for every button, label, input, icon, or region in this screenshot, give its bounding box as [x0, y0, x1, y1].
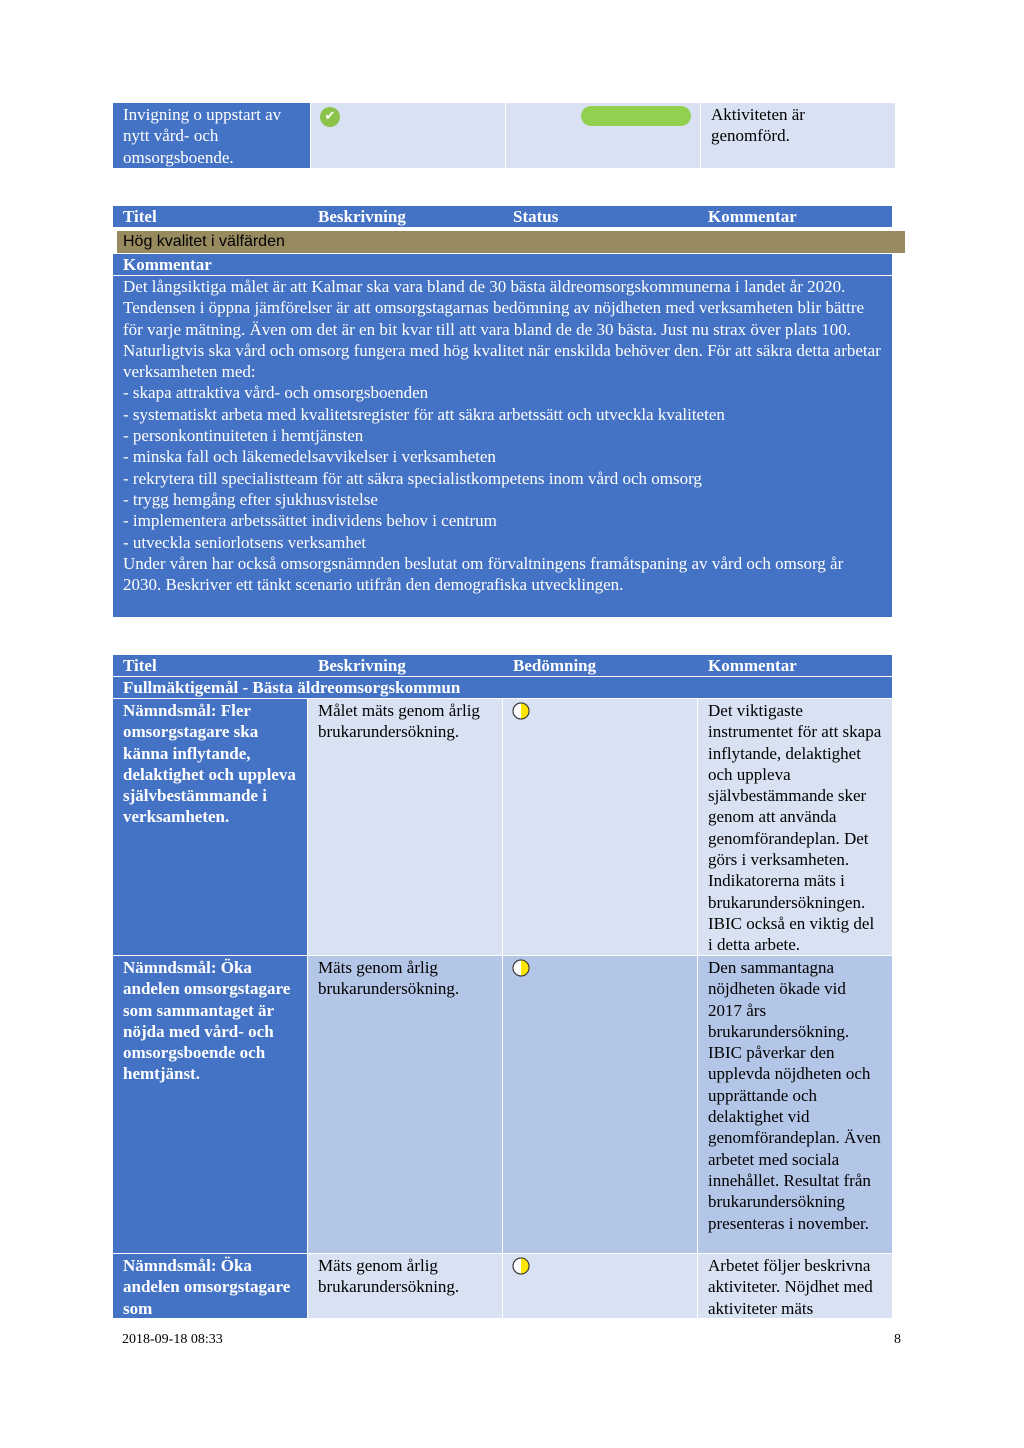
goal-comment: Arbetet följer beskrivna aktiviteter. Nöjdhet med aktiviteter mäts [708, 1256, 873, 1318]
comment-list-item: - systematiskt arbeta med kvalitetsregister för att säkra arbetssätt och utveckla kvaliteten [123, 404, 725, 424]
footer-page-number: 8 [894, 1332, 901, 1347]
goal-description-cell [308, 1254, 502, 1318]
goal-assessment-cell [503, 1254, 697, 1318]
table2-header-row [113, 655, 892, 676]
table1-header-title: Titel [123, 207, 157, 226]
goal-assessment-cell [503, 956, 697, 1253]
goal-title: Nämndsmål: Fler omsorgstagare ska känna inflytande, delaktighet och uppleva självbestämmande i verksamheten. [123, 701, 296, 827]
comment-paragraph: Under våren har också omsorgsnämnden beslutat om förvaltningens framåtspaning av vård och omsorg år 2030. Beskriver ett tänkt scenario utifrån den demografiska utvecklingen. [123, 553, 844, 595]
goal-title-cell [113, 699, 307, 955]
half-moon-icon [512, 959, 530, 977]
checkmark-icon: ✔ [320, 107, 340, 127]
goal-description-cell [308, 956, 502, 1253]
comment-list-item: - skapa attraktiva vård- och omsorgsboenden [123, 383, 429, 403]
goal-section-title: Fullmäktigemål - Bästa äldreomsorgskommun [113, 677, 892, 698]
goal-assessment-cell [503, 699, 697, 955]
table2-header-assessment: Bedömning [513, 656, 597, 675]
comment-paragraph: Det långsiktiga målet är att Kalmar ska vara bland de 30 bästa äldreomsorgskommunerna i landet år 2020. Tendensen i öppna jämförelser är att omsorgstagarnas bedömning av nöjdheten med verksamheten blir bättre för varje mätning. Även om det är en bit kvar till att vara bland de de 30 bästa. Just nu strax över plats 100. [123, 277, 865, 339]
comment-body [113, 276, 892, 617]
goal-title: Nämndsmål: Öka andelen omsorgstagare som [123, 1256, 291, 1318]
comment-list-item: - utveckla seniorlotsens verksamhet [123, 532, 367, 552]
activity-title: Invigning o uppstart av nytt vård- och omsorgsboende. [123, 105, 282, 167]
goal-description: Mäts genom årlig brukarundersökning. [318, 958, 460, 999]
goal-description: Mäts genom årlig brukarundersökning. [318, 1256, 460, 1297]
status-bar [581, 106, 691, 126]
comment-list-item: - implementera arbetssättet individens behov i centrum [123, 511, 497, 531]
activity-comment: Aktiviteten är genomförd. [711, 105, 805, 146]
table1-header-description: Beskrivning [318, 207, 406, 226]
comment-list-item: - personkontinuiteten i hemtjänsten [123, 426, 364, 446]
footer-timestamp: 2018-09-18 08:33 [122, 1332, 223, 1347]
comment-list-item: - trygg hemgång efter sjukhusvistelse [123, 489, 378, 509]
goal-title-cell [113, 956, 307, 1253]
table2-header-comment: Kommentar [708, 656, 797, 675]
comment-list-item: - minska fall och läkemedelsavvikelser i verksamheten [123, 447, 496, 467]
goal-comment: Det viktigaste instrumentet för att skapa inflytande, delaktighet och uppleva självbestämmande sker genom att använda genomförandeplan. Det görs i verksamheten. Indikatorerna mäts i brukarundersökningen. IBIC också en viktig del i detta arbete. [708, 701, 882, 955]
goal-description: Målet mäts genom årlig brukarundersökning. [318, 701, 480, 742]
half-moon-icon [512, 702, 530, 720]
half-moon-icon [512, 1257, 530, 1275]
goal-description-cell [308, 699, 502, 955]
goal-comment: Den sammantagna nöjdheten ökade vid 2017 års brukarundersökning. IBIC påverkar den upplevda nöjdheten och upprättande och delaktighet vid genomförandeplan. Även arbetet med sociala innehållet. Resultat från brukarundersökning presenteras i november. [708, 958, 881, 1233]
goal-title: Nämndsmål: Öka andelen omsorgstagare som sammantaget är nöjda med vård- och omsorgsboende och hemtjänst. [123, 958, 291, 1084]
goal-comment-cell [698, 1254, 892, 1318]
activity-status-cell [506, 103, 700, 168]
table2-header-description: Beskrivning [318, 656, 406, 675]
table1-header-comment: Kommentar [708, 207, 797, 226]
comment-paragraph: Naturligtvis ska vård och omsorg fungera med hög kvalitet när enskilda behöver den. För att säkra detta arbetar verksamheten med: [123, 340, 881, 382]
activity-description-cell [311, 103, 505, 168]
table1-header-status: Status [513, 207, 559, 226]
goal-comment-cell [698, 699, 892, 955]
activity-title-cell [113, 103, 310, 168]
table1-header-row [113, 206, 892, 227]
goal-comment-cell [698, 956, 892, 1253]
goal-title-cell [113, 1254, 307, 1318]
table2-header-title: Titel [123, 656, 157, 675]
comment-header: Kommentar [113, 254, 892, 275]
section-title-bar: Hög kvalitet i välfärden [117, 231, 905, 253]
activity-comment-cell [701, 103, 895, 168]
comment-list-item: - rekrytera till specialistteam för att säkra specialistkompetens inom vård och omsorg [123, 468, 702, 488]
